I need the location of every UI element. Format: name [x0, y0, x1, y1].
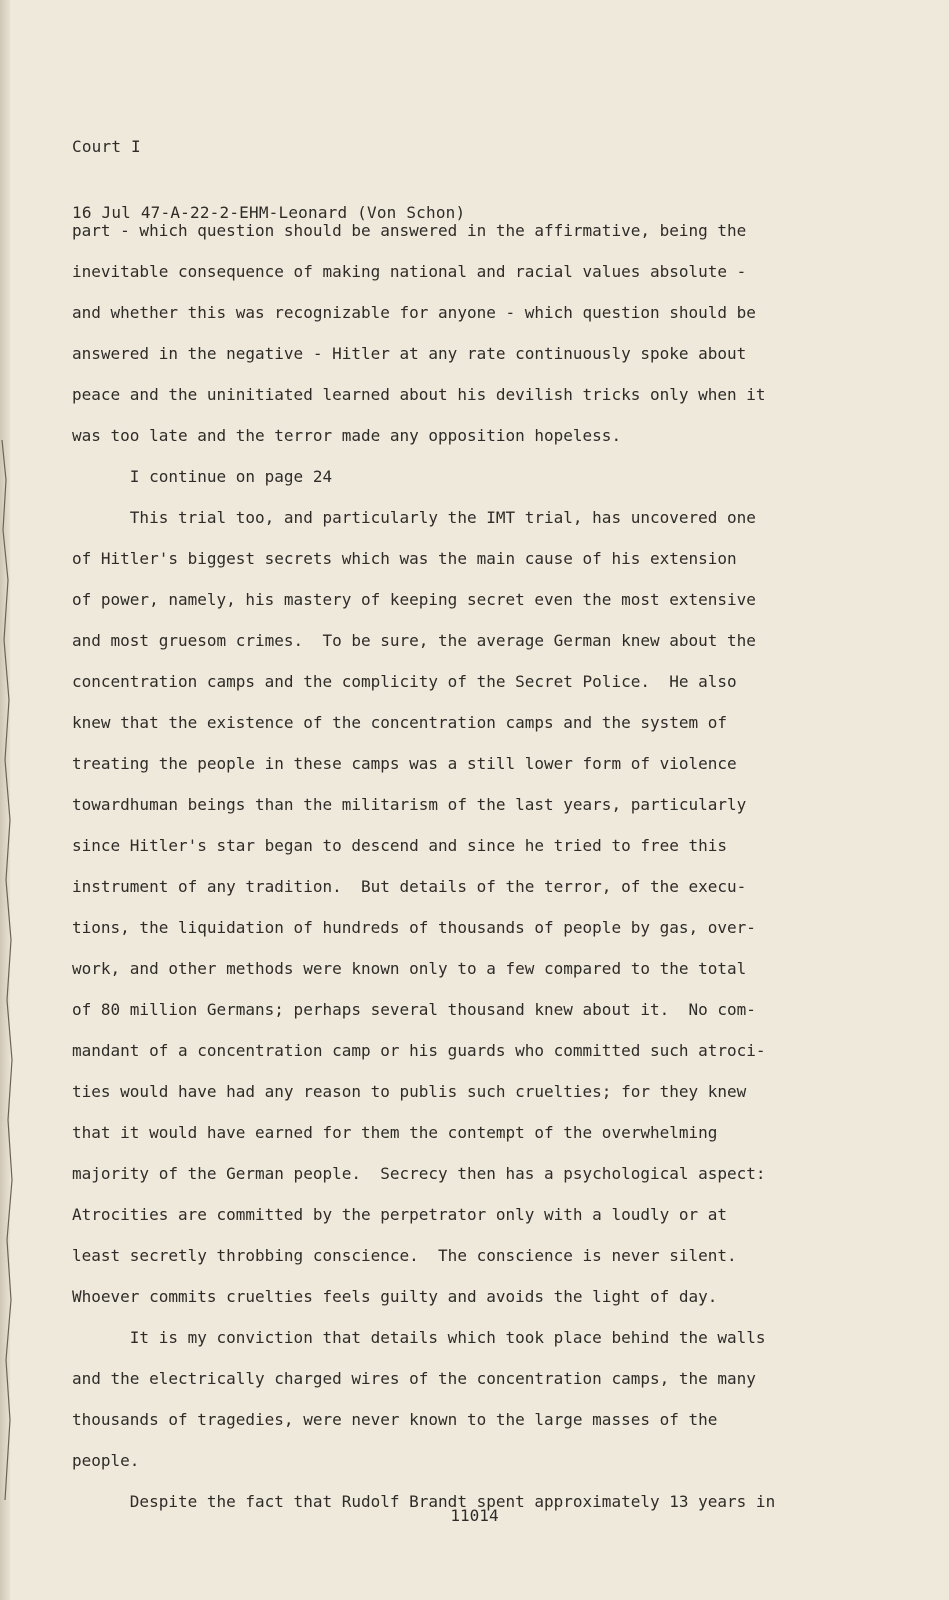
docket-line: 16 Jul 47-A-22-2-EHM-Leonard (Von Schon) [72, 203, 466, 222]
body-line: and most gruesom crimes. To be sure, the average German knew about the [72, 631, 756, 650]
body-line: mandant of a concentration camp or his guards who committed such atroci- [72, 1041, 766, 1060]
body-line: majority of the German people. Secrecy then has a psychological aspect: [72, 1164, 766, 1183]
body-line: was too late and the terror made any opposition hopeless. [72, 426, 622, 445]
body-line: This trial too, and particularly the IMT trial, has uncovered one [72, 508, 756, 527]
body-line: work, and other methods were known only to a few compared to the total [72, 959, 747, 978]
body-line: towardhuman beings than the militarism of the last years, particularly [72, 795, 747, 814]
body-line: I continue on page 24 [72, 467, 333, 486]
body-line: inevitable consequence of making national and racial values absolute - [72, 262, 747, 281]
body-line: Atrocities are committed by the perpetrator only with a loudly or at [72, 1205, 728, 1224]
body-line: instrument of any tradition. But details of the terror, of the execu- [72, 877, 747, 896]
page-number: 11014 [450, 1506, 499, 1525]
body-line: Whoever commits cruelties feels guilty and avoids the light of day. [72, 1287, 718, 1306]
body-line: part - which question should be answered in the affirmative, being the [72, 221, 747, 240]
body-line: people. [72, 1451, 140, 1470]
body-line: and whether this was recognizable for anyone - which question should be [72, 303, 756, 322]
body-line: treating the people in these camps was a still lower form of violence [72, 754, 737, 773]
body-line: since Hitler's star began to descend and since he tried to free this [72, 836, 728, 855]
torn-edge-decoration [0, 440, 14, 1500]
body-line: and the electrically charged wires of the concentration camps, the many [72, 1369, 756, 1388]
body-line: of Hitler's biggest secrets which was the main cause of his extension [72, 549, 737, 568]
body-line: tions, the liquidation of hundreds of thousands of people by gas, over- [72, 918, 756, 937]
body-line: It is my conviction that details which took place behind the walls [72, 1328, 766, 1347]
body-line: knew that the existence of the concentration camps and the system of [72, 713, 728, 732]
body-line: least secretly throbbing conscience. The conscience is never silent. [72, 1246, 737, 1265]
body-line: answered in the negative - Hitler at any rate continuously spoke about [72, 344, 747, 363]
court-label: Court I [72, 137, 141, 156]
body-line: that it would have earned for them the contempt of the overwhelming [72, 1123, 718, 1142]
body-line: ties would have had any reason to publis such cruelties; for they knew [72, 1082, 747, 1101]
body-line: Despite the fact that Rudolf Brandt spent approximately 13 years in [72, 1492, 776, 1511]
body-line: peace and the uninitiated learned about his devilish tricks only when it [72, 385, 766, 404]
document-body [72, 210, 832, 1522]
body-line: thousands of tragedies, were never known to the large masses of the [72, 1410, 718, 1429]
body-line: concentration camps and the complicity of the Secret Police. He also [72, 672, 737, 691]
body-line: of 80 million Germans; perhaps several thousand knew about it. No com- [72, 1000, 756, 1019]
body-line: of power, namely, his mastery of keeping secret even the most extensive [72, 590, 756, 609]
